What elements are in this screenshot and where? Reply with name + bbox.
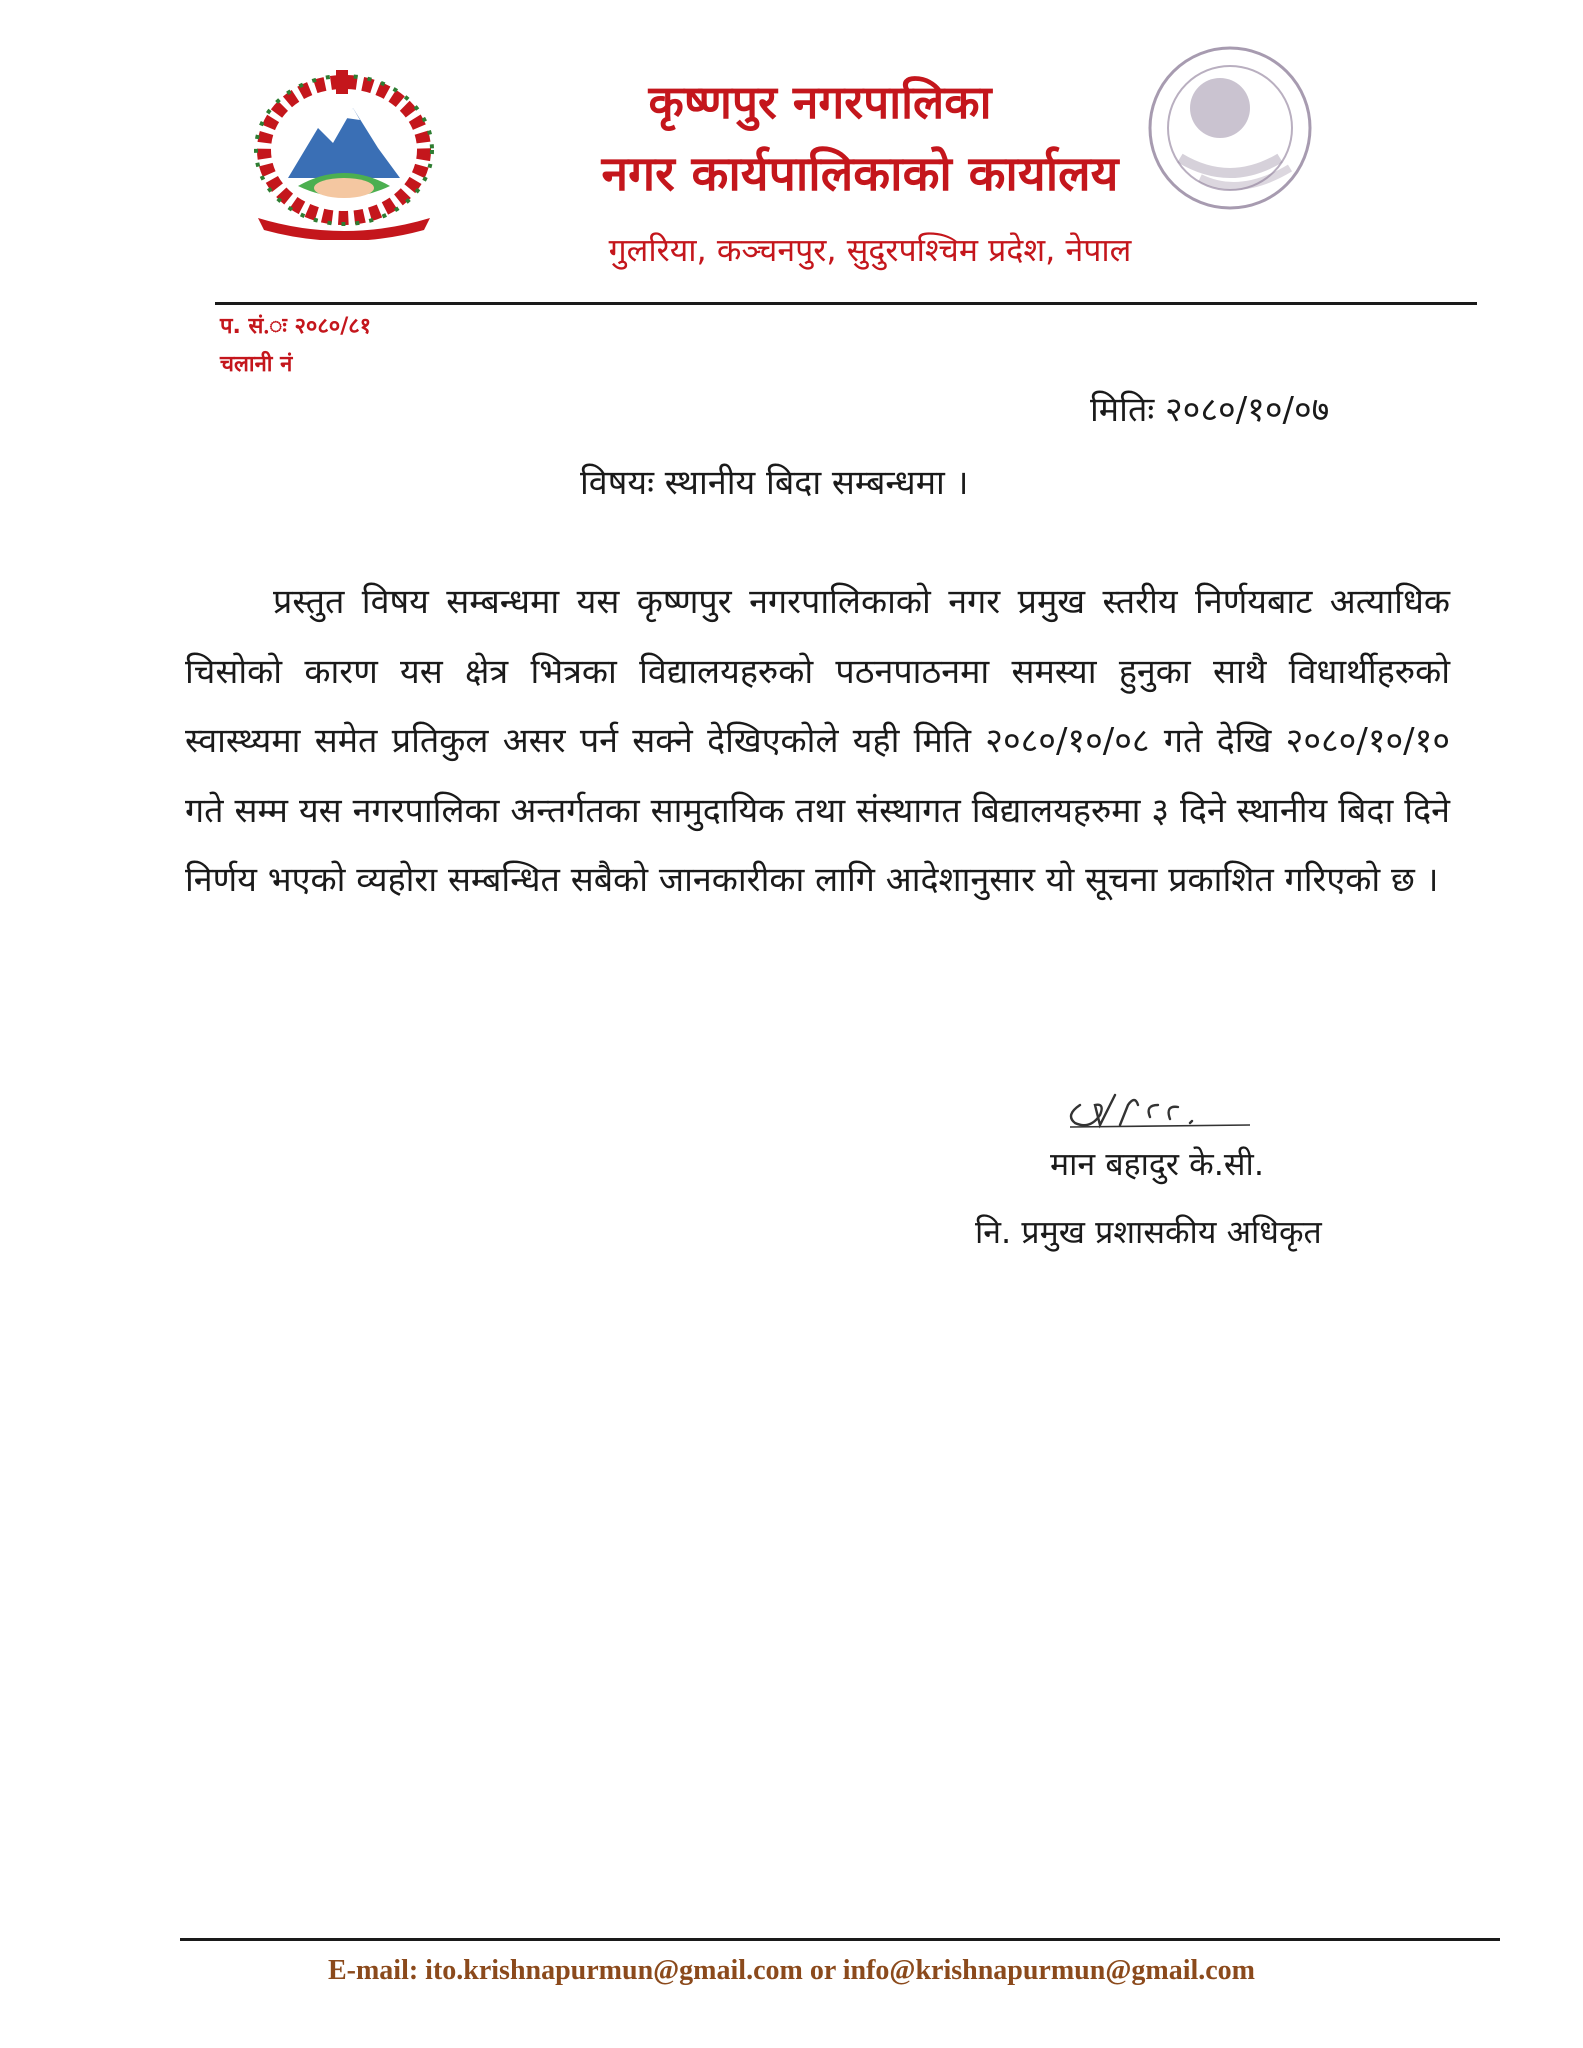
office-name: नगर कार्यपालिकाको कार्यालय [601,146,1119,202]
office-address: गुलरिया, कञ्चनपुर, सुदुरपश्चिम प्रदेश, नेपाल [608,231,1132,269]
letter-body: प्रस्तुत विषय सम्बन्धमा यस कृष्णपुर नगरपालिकाको नगर प्रमुख स्तरीय निर्णयबाट अत्याधिक चिसोको कारण यस क्षेत्र भित्रका विद्यालयहरुको पठनपाठनमा समस्या हुनुका साथै विधार्थीहरुको स्वास्थ्यमा समेत प्रतिकुल असर पर्न सक्ने देखिएकोले यही मिति २०८०/१०/०८ गते देखि २०८०/१०/१० गते सम्म यस नगरपालिका अन्तर्गतका सामुदायिक तथा संस्थागत बिद्यालयहरुमा ३ दिने स्थानीय बिदा दिने निर्णय भएको व्यहोरा सम्बन्धित सबैको जानकारीका लागि आदेशानुसार यो सूचना प्रकाशित गरिएको छ । [185,582,1450,900]
reference-number: प. सं.ः २०८०/८१ [220,314,372,339]
header-divider [215,302,1477,305]
letter-subject: विषयः स्थानीय बिदा सम्बन्धमा । [580,463,969,503]
nepal-emblem-icon [238,68,450,240]
signature-icon [1060,1075,1260,1135]
dispatch-number: चलानी नं [220,352,293,377]
footer-email: E-mail: ito.krishnapurmun@gmail.com or info@krishnapurmun@gmail.com [327,1955,1256,1986]
footer-divider [180,1938,1500,1941]
letter-date: मितिः २०८०/१०/०७ [1090,390,1330,430]
signer-name: मान बहादुर के.सी. [1050,1145,1264,1183]
municipality-seal-stamp [1140,38,1320,218]
signer-designation: नि. प्रमुख प्रशासकीय अधिकृत [975,1213,1322,1251]
municipality-name: कृष्णपुर नगरपालिका [648,75,992,129]
